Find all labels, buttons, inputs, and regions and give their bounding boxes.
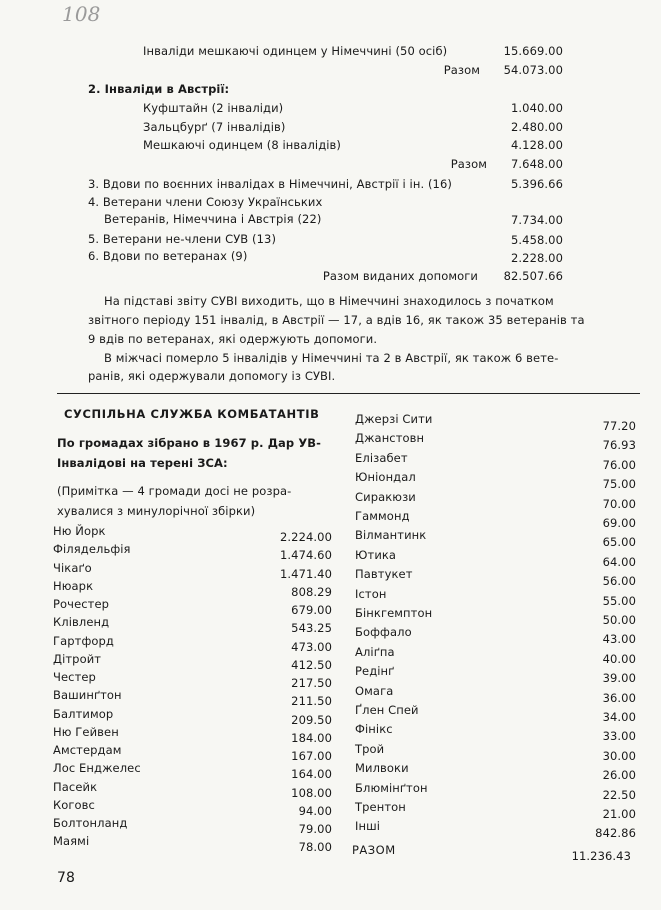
- donation-amount: 184.00: [291, 730, 332, 745]
- donation-amount: 65.00: [602, 535, 636, 550]
- row-label: 5. Ветерани не-члени СУВ (13): [88, 232, 277, 246]
- donation-amount: 26.00: [602, 768, 636, 783]
- donation-amount: 76.93: [602, 438, 636, 453]
- city-name: Дітройт: [53, 651, 102, 666]
- donation-amount: 94.00: [298, 803, 332, 818]
- donation-amount: 70.00: [602, 496, 636, 511]
- donation-amount: 36.00: [602, 690, 636, 705]
- donation-amount: 34.00: [602, 710, 636, 724]
- row-value: 7.734.00: [510, 213, 563, 227]
- city-name: Чікаґо: [53, 560, 92, 575]
- city-name: Джанстовн: [355, 431, 425, 446]
- city-name: Фінікс: [355, 722, 393, 737]
- row-label: 6. Вдови по ветеранах (9): [88, 249, 248, 263]
- city-name: Бінкгемптон: [355, 606, 433, 620]
- row-label: Куфштайн (2 інваліди): [143, 101, 284, 115]
- donation-amount: 33.00: [602, 729, 636, 744]
- total-amount: 11.236.43: [571, 849, 631, 863]
- city-name: Павтукет: [355, 567, 413, 582]
- grand-total-label: Разом виданих допомоги: [322, 269, 478, 283]
- city-name: Омага: [355, 683, 394, 698]
- row-value: 1.040.00: [510, 101, 563, 115]
- donation-amount: 808.29: [291, 584, 332, 599]
- row-label: Зальцбурґ (7 інвалідів): [143, 120, 286, 134]
- donation-amount: 75.00: [602, 477, 636, 492]
- city-name: Елізабет: [355, 450, 408, 465]
- donation-amount: 21.00: [602, 807, 636, 821]
- row-value: 2.480.00: [510, 120, 563, 134]
- city-name: Милвоки: [355, 761, 409, 776]
- donation-amount: 30.00: [602, 748, 636, 763]
- donation-amount: 217.50: [291, 676, 332, 690]
- row-value: 4.128.00: [510, 138, 563, 152]
- donation-amount: 108.00: [291, 785, 332, 800]
- city-name: Сиракюзи: [355, 489, 416, 504]
- city-name: Гаммонд: [355, 509, 410, 523]
- subheading-line: По громадах зібрано в 1967 р. Дар УВ-: [57, 436, 322, 450]
- donation-amount: 56.00: [602, 574, 636, 589]
- total-label: РАЗОМ: [352, 843, 396, 857]
- city-name: Боффало: [355, 625, 412, 640]
- donation-amount: 43.00: [602, 632, 636, 647]
- city-name: Ґлен Спей: [355, 703, 419, 717]
- row-label: 3. Вдови по воєнних інвалідах в Німеччині, Австрії і ін. (16): [88, 177, 452, 191]
- row-value: 5.396.66: [510, 177, 563, 191]
- note-line: хувалися з минулорічної збірки): [57, 504, 256, 518]
- city-name: Блюмінґтон: [355, 780, 428, 795]
- city-name: Лос Енджелес: [53, 761, 141, 776]
- donation-amount: 50.00: [602, 613, 636, 627]
- city-name: Редінґ: [355, 664, 395, 679]
- paragraph-line: звітного періоду 151 інвалід, в Австрії — 17, а вдів 16, як також 35 ветеранів та: [88, 313, 585, 327]
- paragraph-line: 9 вдів по ветеранах, які одержують допомоги.: [88, 332, 378, 346]
- city-name: Амстердам: [53, 743, 122, 757]
- donation-amount: 167.00: [291, 749, 332, 763]
- row-label: Ветеранів, Німеччина і Австрія (22): [104, 212, 322, 226]
- city-name: Аліґпа: [355, 644, 395, 659]
- city-name: Болтонланд: [53, 816, 128, 830]
- donation-amount: 22.50: [602, 787, 636, 802]
- donation-amount: 1.471.40: [279, 566, 332, 581]
- city-name: Ню Йорк: [53, 524, 106, 538]
- donation-amount: 842.86: [595, 826, 636, 841]
- city-name: Джерзі Сити: [355, 412, 433, 426]
- row-value: 15.669.00: [503, 44, 563, 58]
- city-name: Клівленд: [53, 615, 110, 630]
- grand-total-value: 82.507.66: [503, 269, 563, 283]
- donation-amount: 543.25: [291, 621, 332, 636]
- city-name: Ню Гейвен: [53, 724, 119, 739]
- row-label: 4. Ветерани члени Союзу Українських: [88, 195, 323, 209]
- donation-amount: 55.00: [602, 593, 636, 608]
- subtotal-value: 54.073.00: [503, 63, 563, 77]
- city-name: Рочестер: [53, 597, 110, 611]
- donation-amount: 79.00: [298, 822, 332, 836]
- note-line: (Примітка — 4 громади досі не розра-: [57, 484, 292, 498]
- city-name: Ютика: [355, 547, 397, 562]
- city-name: Коговс: [53, 797, 95, 812]
- row-label: Мешкаючі одинцем (8 інвалідів): [143, 138, 342, 152]
- paragraph-line: На підставі звіту СУВІ виходить, що в Німеччині знаходилось з початком: [104, 294, 554, 308]
- city-name: Юніондал: [355, 470, 416, 485]
- section-divider: [57, 393, 640, 394]
- section-heading: СУСПІЛЬНА СЛУЖБА КОМБАТАНТІВ: [64, 407, 320, 421]
- city-name: Пасейк: [53, 779, 98, 794]
- donation-amount: 473.00: [291, 639, 332, 654]
- donation-amount: 64.00: [602, 554, 636, 569]
- donation-amount: 39.00: [602, 671, 636, 686]
- donation-amount: 679.00: [291, 603, 332, 617]
- city-name: Філядельфія: [53, 542, 131, 557]
- handwritten-page-number: 108: [62, 2, 101, 26]
- city-name: Трой: [355, 741, 385, 756]
- subtotal-label: Разом: [443, 63, 480, 77]
- row-value: 2.228.00: [510, 251, 563, 265]
- donation-amount: 1.474.60: [279, 548, 332, 563]
- subtotal-label: Разом: [450, 157, 487, 171]
- city-name: Вілмантинк: [355, 528, 427, 543]
- city-name: Маямі: [53, 834, 90, 849]
- subtotal-value: 7.648.00: [510, 157, 563, 171]
- donation-amount: 412.50: [291, 657, 332, 672]
- donation-amount: 2.224.00: [279, 530, 332, 544]
- city-name: Вашинґтон: [53, 688, 122, 703]
- section-title: 2. Інваліди в Австрії:: [88, 82, 230, 96]
- page-number: 78: [57, 870, 76, 886]
- city-name: Інші: [355, 819, 381, 834]
- donation-amount: 209.50: [291, 712, 332, 727]
- row-label: Інваліди мешкаючі одинцем у Німеччині (50 осіб): [143, 44, 448, 58]
- paragraph-line: ранів, які одержували допомогу із СУВІ.: [88, 369, 336, 383]
- paragraph-line: В міжчасі померло 5 інвалідів у Німеччині та 2 в Австрії, як також 6 вете-: [104, 351, 559, 365]
- city-name: Істон: [355, 586, 387, 601]
- donation-amount: 78.00: [298, 840, 332, 855]
- city-name: Нюарк: [53, 578, 94, 593]
- city-name: Честер: [53, 670, 96, 684]
- row-value: 5.458.00: [510, 233, 563, 247]
- donation-amount: 164.00: [291, 767, 332, 782]
- donation-amount: 76.00: [602, 457, 636, 472]
- donation-amount: 211.50: [291, 694, 332, 709]
- city-name: Трентон: [355, 800, 406, 814]
- donation-amount: 77.20: [602, 419, 636, 433]
- city-name: Гартфорд: [53, 633, 114, 648]
- subheading-line: Інвалідові на терені ЗСА:: [57, 456, 228, 470]
- donation-amount: 40.00: [602, 651, 636, 666]
- donation-amount: 69.00: [602, 516, 636, 530]
- city-name: Балтимор: [53, 706, 114, 721]
